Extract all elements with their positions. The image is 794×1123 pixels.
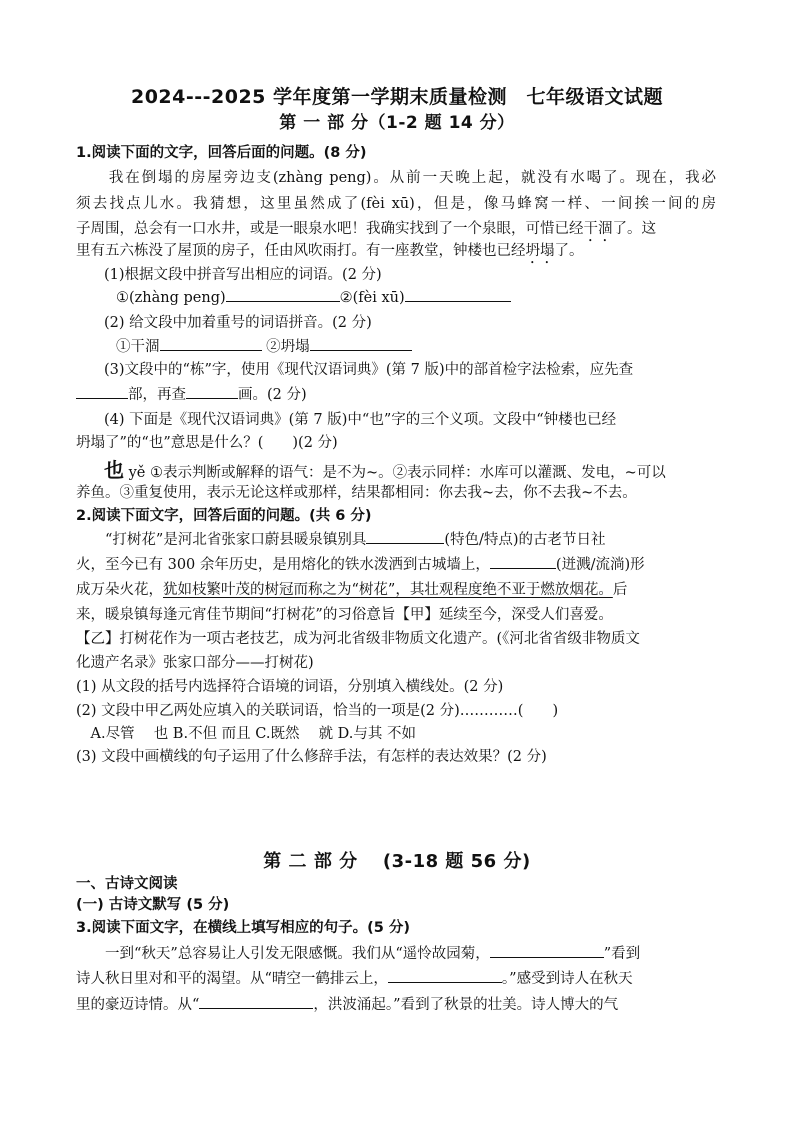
dictionary-entry-line-1 <box>104 454 744 483</box>
passage-text: 了。 <box>554 243 584 259</box>
q1-sub4-line-2: 坍塌了”的“也”意思是什么？( )(2 分) <box>76 435 338 451</box>
answer-blank[interactable] <box>405 287 511 302</box>
passage-text: ”看到 <box>603 946 641 962</box>
passage-text: 火，至今已有 300 余年历史，是用熔化的铁水泼洒到古城墙上， <box>76 557 490 573</box>
section-dictation: (一) 古诗文默写 (5 分) <box>76 897 230 913</box>
q2-passage-line-2 <box>76 553 716 574</box>
q3-passage-line-3 <box>76 993 716 1014</box>
pinyin-prompt: ①(zhàng peng) <box>116 290 226 306</box>
word-prompt: ②坍塌 <box>266 339 310 355</box>
q2-passage-line-4: 来，暖泉镇每逢元宵佳节期间“打树花”的习俗意旨【甲】延续至今，深受人们喜爱。 <box>76 607 613 623</box>
q2-options: A.尽管 也 B.不但 而且 C.既然 就 D.与其 不如 <box>76 726 417 742</box>
answer-blank[interactable] <box>226 287 340 302</box>
headword-ye: 也 <box>104 458 124 482</box>
q3-passage-line-2 <box>76 967 716 988</box>
answer-blank[interactable] <box>366 529 444 544</box>
question-text: 部，再查 <box>128 387 186 403</box>
passage-text: 里有五六栋没了屋顶的房子，任由风吹雨打。有一座教堂，钟楼也已经 <box>76 243 526 259</box>
q2-passage-line-6: 化遗产名录》张家口部分——打树花) <box>76 655 314 671</box>
answer-blank[interactable] <box>76 384 128 399</box>
q1-passage-line-2: 须去找点儿水。我猜想，这里虽然成了(fèi xū)，但是，像马蜂窝一样、一间挨一间的房 <box>76 196 716 212</box>
passage-text: 一到“秋天”总容易让人引发无限感慨。我们从“遥怜故园菊， <box>76 946 490 962</box>
answer-blank[interactable] <box>388 968 502 983</box>
passage-text: (迸溅/流淌)形 <box>555 557 645 573</box>
passage-text: “打树花”是河北省张家口蔚县暖泉镇别具 <box>76 532 367 548</box>
word-prompt: ①干涸 <box>116 339 160 355</box>
answer-blank[interactable] <box>160 336 262 351</box>
part-one-heading: 第 一 部 分（1-2 题 14 分） <box>279 113 515 133</box>
q1-sub2: (2) 给文段中加着重号的词语拼音。(2 分) <box>104 315 372 331</box>
q3-heading: 3.阅读下面文字，在横线上填写相应的句子。(5 分) <box>76 920 410 936</box>
passage-text: 了。这 <box>612 221 656 237</box>
q1-passage-line-1: 我在倒塌的房屋旁边支(zhàng peng)。从前一天晚上起，就没有水喝了。现在，我必 <box>76 170 716 186</box>
q3-passage-line-1 <box>76 942 716 963</box>
answer-blank[interactable] <box>186 384 238 399</box>
q1-sub1-answers <box>116 287 756 306</box>
emphasized-word-collapse: 坍塌 <box>525 243 555 259</box>
section-classical-reading: 一、古诗文阅读 <box>76 876 178 892</box>
answer-blank[interactable] <box>490 943 604 958</box>
q2-passage-line-1 <box>76 528 716 549</box>
dictionary-entry-line-2: 养鱼。③重复使用，表示无论这样或那样，结果都相同：你去我~去，你不去我~不去。 <box>76 485 637 501</box>
passage-text: ，洪波涌起。”看到了秋景的壮美。诗人博大的气 <box>313 997 619 1013</box>
part-two-heading: 第 二 部 分 (3-18 题 56 分) <box>263 851 531 872</box>
q1-heading: 1.阅读下面的文字，回答后面的问题。(8 分) <box>76 145 367 161</box>
question-text: 画。(2 分) <box>238 387 307 403</box>
answer-blank[interactable] <box>310 336 412 351</box>
q2-sub1: (1) 从文段的括号内选择符合语境的词语，分别填入横线处。(2 分) <box>76 679 504 695</box>
passage-text: 里的豪迈诗情。从“ <box>76 997 200 1013</box>
pinyin-prompt: ②(fèi xū) <box>339 290 405 306</box>
q2-sub3: (3) 文段中画横线的句子运用了什么修辞手法，有怎样的表达效果？(2 分) <box>76 749 547 765</box>
passage-text: (特色/特点)的古老节日社 <box>444 532 606 548</box>
answer-blank[interactable] <box>199 994 313 1009</box>
passage-text: 成万朵火花， <box>76 582 163 598</box>
q2-passage-line-3 <box>76 578 716 599</box>
passage-text: 后 <box>612 582 628 598</box>
underlined-sentence: 犹如枝繁叶茂的树冠而称之为“树花”，其壮观程度绝不亚于燃放烟花。 <box>163 582 613 598</box>
q2-sub2: (2) 文段中甲乙两处应填入的关联词语，恰当的一项是(2 分)…………( ) <box>76 703 559 719</box>
q1-sub3-line-1: (3)文段中的“栋”字，使用《现代汉语词典》(第 7 版)中的部首检字法检索，应先查 <box>104 362 634 378</box>
q2-heading: 2.阅读下面文字，回答后面的问题。(共 6 分) <box>76 508 372 524</box>
definition-text: yě ①表示判断或解释的语气：是不为~。②表示同样：水库可以灌溉、发电，~可以 <box>124 465 666 481</box>
q1-sub3-line-2 <box>76 383 716 404</box>
q2-passage-line-5: 【乙】打树花作为一项古老技艺，成为河北省级非物质文化遗产。(《河北省省级非物质文 <box>76 631 640 647</box>
passage-text: 子周围，总会有一口水井，或是一眼泉水吧！我确实找到了一个泉眼，可惜已经 <box>76 221 584 237</box>
answer-blank[interactable] <box>490 554 556 569</box>
emphasized-word-dry: 干涸 <box>583 221 613 237</box>
q1-sub1: (1)根据文段中拼音写出相应的词语。(2 分) <box>104 267 382 283</box>
exam-title: 2024---2025 学年度第一学期末质量检测 七年级语文试题 <box>130 86 664 108</box>
q1-sub2-answers <box>116 335 756 356</box>
passage-text: 诗人秋日里对和平的渴望。从“晴空一鹤排云上， <box>76 971 388 987</box>
q1-sub4-line-1: (4) 下面是《现代汉语词典》(第 7 版)中“也”字的三个义项。文段中“钟楼也已经 <box>104 412 617 428</box>
passage-text: 。”感受到诗人在秋天 <box>501 971 633 987</box>
